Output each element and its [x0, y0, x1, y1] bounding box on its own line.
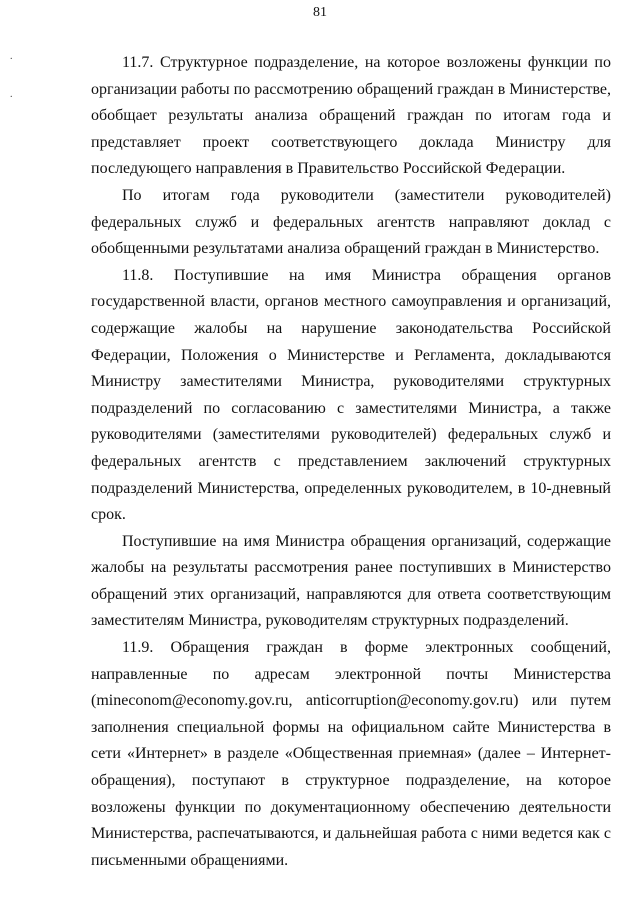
margin-mark: .	[10, 89, 13, 100]
paragraph-organization-complaints: Поступившие на имя Министра обращения организаций, содержащие жалобы на результаты рассмотрения ранее поступивших в Министерство обращений этих организаций, направляются для ответа соответствующим заместителям Министра, руководителям структурных подразделений.	[91, 532, 611, 630]
paragraph-11-7: 11.7. Структурное подразделение, на которое возложены функции по организации работы по рассмотрению обращений граждан в Министерстве, обобщает результаты анализа обращений граждан по итогам года и представляет проект соответствующего доклада Министру для последующего направления в Правительство Российской Федерации.	[91, 54, 612, 178]
paragraph-11-9: 11.9. Обращения граждан в форме электронных сообщений, направленные по адресам электронной почты Министерства (mineconom@economy.gov.ru, anticorruption@economy.gov.ru) или путем заполнения специальной формы на официальном сайте Министерства в сети «Интернет» в разделе «Общественная приемная» (далее – Интернет-обращения), поступают в структурное подразделение, на которое возложены функции по документационному обеспечению деятельности Министерства, распечатываются, и дальнейшая работа с ними ведется как с письменными обращениями.	[91, 639, 611, 869]
paragraph-11-8: 11.8. Поступившие на имя Министра обращения органов государственной власти, органов местного самоуправления и организаций, содержащие жалобы на нарушение законодательства Российской Федерации, Положения о Министерстве и Регламента, докладываются Министру заместителями Министра, руководителями структурных подразделений по согласованию с заместителями Министра, а также руководителями (заместителями руководителей) федеральных служб и федеральных агентств с представлением заключений структурных подразделений Министерства, определенных руководителем, в 10-дневный срок.	[91, 266, 611, 524]
paragraph-annual-report: По итогам года руководители (заместители руководителей) федеральных служб и федеральных агентств направляют доклад с обобщенными результатами анализа обращений граждан в Министерство.	[91, 186, 611, 258]
page-number: 81	[313, 5, 327, 20]
document-body	[91, 50, 611, 874]
margin-mark: .	[10, 51, 13, 62]
